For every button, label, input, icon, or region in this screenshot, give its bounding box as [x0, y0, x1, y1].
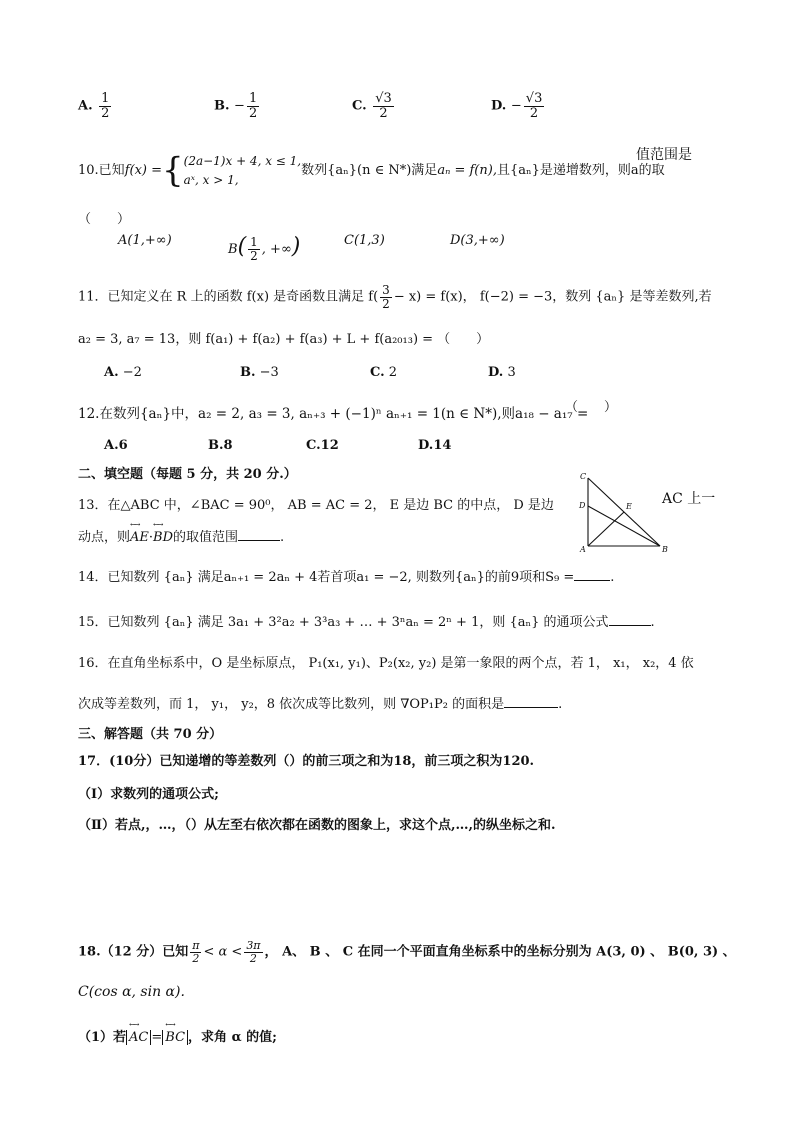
vector-ae: ←→ AE: [130, 530, 149, 545]
q11-option-d: [488, 365, 516, 380]
vector-bd: ←→ BD: [153, 530, 173, 545]
dot-operator: ·: [148, 530, 154, 545]
option-value: −2: [122, 365, 142, 380]
part-text: ，求角 α 的值;: [188, 1030, 277, 1045]
abs-bc: [162, 1030, 188, 1045]
q13-text-a: 动点，则: [78, 530, 131, 545]
q13-text-b: 的取值范围: [173, 530, 239, 545]
q10-prefix: 10.已知: [78, 163, 125, 179]
option-label: B.: [240, 365, 256, 380]
q11-line-2: a₂ = 3, a₇ = 13，则 f(a₁) + f(a₂) + f(a₃) + L + f(a₂₀₁₃) = （ ）: [78, 332, 490, 347]
fraction: [524, 92, 545, 120]
option-label: B.: [214, 98, 230, 114]
sign: −: [234, 98, 245, 114]
q13-overflow-text: AC 上一: [662, 491, 716, 507]
q12-option-b: [208, 438, 233, 453]
q15-stem: [78, 611, 655, 630]
q12-option-a: [104, 438, 128, 453]
option-label: A.: [104, 438, 119, 453]
numerator: 1: [250, 235, 258, 250]
q9-option-b: [214, 92, 261, 120]
denominator: 2: [250, 249, 258, 263]
q10-mid-1: 数列{aₙ}(n ∈ N*)满足: [301, 163, 438, 179]
q10-paren: （ ）: [78, 212, 131, 227]
q9-option-d: [491, 92, 546, 120]
fraction-3pi-2: [244, 940, 262, 964]
q18-line-1: [78, 940, 736, 964]
q10-option-b: [228, 234, 300, 263]
label-a: A: [580, 545, 586, 554]
option-value: 14: [433, 438, 452, 453]
period: .: [280, 530, 285, 545]
piecewise-cases: [184, 152, 301, 189]
period: .: [650, 615, 655, 630]
option-value: 3: [507, 365, 516, 380]
case-2: aˣ, x > 1,: [183, 172, 239, 187]
option-value: 6: [118, 438, 128, 453]
option-label: D.: [491, 98, 507, 114]
option-label: B: [228, 242, 238, 257]
option-value: −3: [259, 365, 279, 380]
q10-mid-2: aₙ = f(n),: [437, 163, 497, 179]
q13-line-1: 13．在△ABC 中，∠BAC = 90⁰， AB = AC = 2， E 是边 BC 的中点， D 是边: [78, 498, 554, 513]
q10-stem: [78, 152, 665, 189]
q17-part-1: （Ⅰ）求数列的通项公式;: [78, 787, 219, 802]
answer-blank[interactable]: [574, 572, 610, 581]
denominator: 2: [248, 105, 258, 121]
option-value: 2: [388, 365, 398, 380]
q10-option-d: D(3,+∞): [450, 233, 505, 248]
sign: −: [510, 98, 522, 114]
label-c: C: [580, 472, 587, 481]
label-d: D: [579, 501, 586, 510]
q15-text: 15．已知数列 {aₙ} 满足 3a₁ + 3²a₂ + 3³a₃ + … + 3ⁿaₙ = 2ⁿ + 1，则 {aₙ} 的通项公式: [78, 615, 609, 630]
numerator: 3π: [246, 939, 261, 952]
option-label: C.: [352, 98, 367, 114]
numerator: 1: [101, 91, 110, 106]
case-1: (2a−1)x + 4, x ≤ 1,: [183, 154, 302, 168]
equals: =: [151, 1030, 163, 1045]
period: .: [558, 697, 563, 712]
q11-text-a: 11．已知定义在 R 上的函数 f(x) 是奇函数且满足 f(: [78, 289, 379, 305]
answer-blank[interactable]: [504, 695, 558, 708]
denominator: 2: [379, 105, 388, 121]
left-brace: {: [162, 150, 184, 191]
fraction: [99, 92, 111, 120]
denominator: 2: [529, 105, 539, 121]
q17-part-2: （Ⅱ）若点,，…，（）从左至右依次都在函数的图象上，求这个点,…,的纵坐标之和.: [78, 818, 556, 833]
denominator: 2: [249, 951, 257, 965]
option-b-suffix: , +∞: [261, 242, 292, 257]
numerator: 3: [382, 283, 390, 297]
paren-open: (: [237, 234, 247, 259]
fraction: [373, 92, 394, 120]
label-b: B: [662, 545, 668, 554]
fraction: [248, 236, 260, 262]
abs-ac: [126, 1030, 151, 1045]
fraction: [247, 92, 259, 120]
option-label: D.: [418, 438, 434, 453]
option-label: D.: [488, 365, 504, 380]
option-label: A.: [78, 98, 93, 114]
period: .: [610, 570, 615, 585]
q16-line-2: [78, 693, 562, 712]
q11-option-c: [370, 365, 397, 380]
q10-option-a: A(1,+∞): [118, 233, 172, 248]
option-value: 8: [223, 438, 233, 453]
q18-text: ， A、 B 、 C 在同一个平面直角坐标系中的坐标分别为 A(3, 0) 、 B(0, 3) 、: [264, 944, 736, 960]
fraction: [380, 284, 392, 310]
answer-blank[interactable]: [238, 528, 280, 541]
q10-fx: f(x) =: [124, 163, 162, 179]
q18-inequality: < α <: [203, 944, 243, 960]
q12-paren: （ ）: [565, 400, 618, 415]
q10-mid-3: 且{aₙ}是递增数列，则a的取: [496, 163, 665, 179]
q11-option-a: [104, 365, 142, 380]
q10-option-c: C(1,3): [344, 233, 385, 248]
q14-text: 14．已知数列 {aₙ} 满足aₙ₊₁ = 2aₙ + 4若首项a₁ = −2, 则数列{aₙ}的前9项和S₉ =: [78, 570, 575, 585]
numerator: π: [192, 939, 200, 952]
q9-option-c: [352, 92, 396, 120]
q18-part-1: [78, 1026, 277, 1045]
vector-bc: ←→ BC: [165, 1030, 185, 1045]
q9-option-a: [78, 92, 113, 120]
q10-overflow-text: 值范围是: [636, 147, 692, 163]
denominator: 2: [382, 296, 390, 311]
q12-option-d: [418, 438, 451, 453]
option-label: B.: [208, 438, 224, 453]
fraction-pi-2: [190, 940, 201, 964]
option-label: A.: [104, 365, 119, 380]
vector-ac: ←→ AC: [129, 1030, 148, 1045]
label-e: E: [626, 502, 632, 511]
q12-stem: 12.在数列{aₙ}中，a₂ = 2, a₃ = 3, aₙ₊₃ + (−1)ⁿ aₙ₊₁ = 1(n ∈ N*),则a₁₈ − a₁₇ =: [78, 406, 589, 422]
q18-line-2: C(cos α, sin α).: [78, 984, 185, 1000]
answer-blank[interactable]: [609, 613, 651, 626]
paren-close: ): [291, 234, 301, 259]
q16-text: 次成等差数列，而 1， y₁， y₂，8 依次成等比数列，则 ∇OP₁P₂ 的面积是: [78, 697, 505, 712]
q12-option-c: [306, 438, 339, 453]
denominator: 2: [101, 105, 110, 121]
option-label: C.: [306, 438, 321, 453]
denominator: 2: [192, 951, 200, 965]
option-value: 12: [320, 438, 339, 453]
q13-line-2: [78, 526, 284, 545]
q16-line-1: 16．在直角坐标系中，O 是坐标原点， P₁(x₁, y₁)、P₂(x₂, y₂) 是第一象限的两个点，若 1， x₁， x₂，4 依: [78, 656, 694, 671]
numerator: 1: [248, 91, 258, 106]
numerator: √3: [525, 91, 543, 106]
option-label: C.: [370, 365, 385, 380]
q14-stem: [78, 566, 614, 585]
numerator: √3: [375, 91, 392, 106]
q17-stem: 17．(10分）已知递增的等差数列（）的前三项之和为18，前三项之积为120.: [78, 754, 535, 769]
q11-option-b: [240, 365, 279, 380]
segment-ae: [588, 512, 624, 546]
section-3-heading: 三、解答题（共 70 分）: [78, 727, 223, 742]
q18-prefix: 18.（12 分）已知: [78, 944, 189, 960]
section-2-heading: 二、填空题（每题 5 分，共 20 分.）: [78, 467, 297, 482]
q11-line-1: [78, 284, 712, 310]
triangle-figure: [574, 470, 674, 556]
q11-text-b: − x) = f(x)， f(−2) = −3，数列 {aₙ} 是等差数列,若: [393, 289, 712, 305]
part-label: （1）若: [78, 1030, 127, 1045]
